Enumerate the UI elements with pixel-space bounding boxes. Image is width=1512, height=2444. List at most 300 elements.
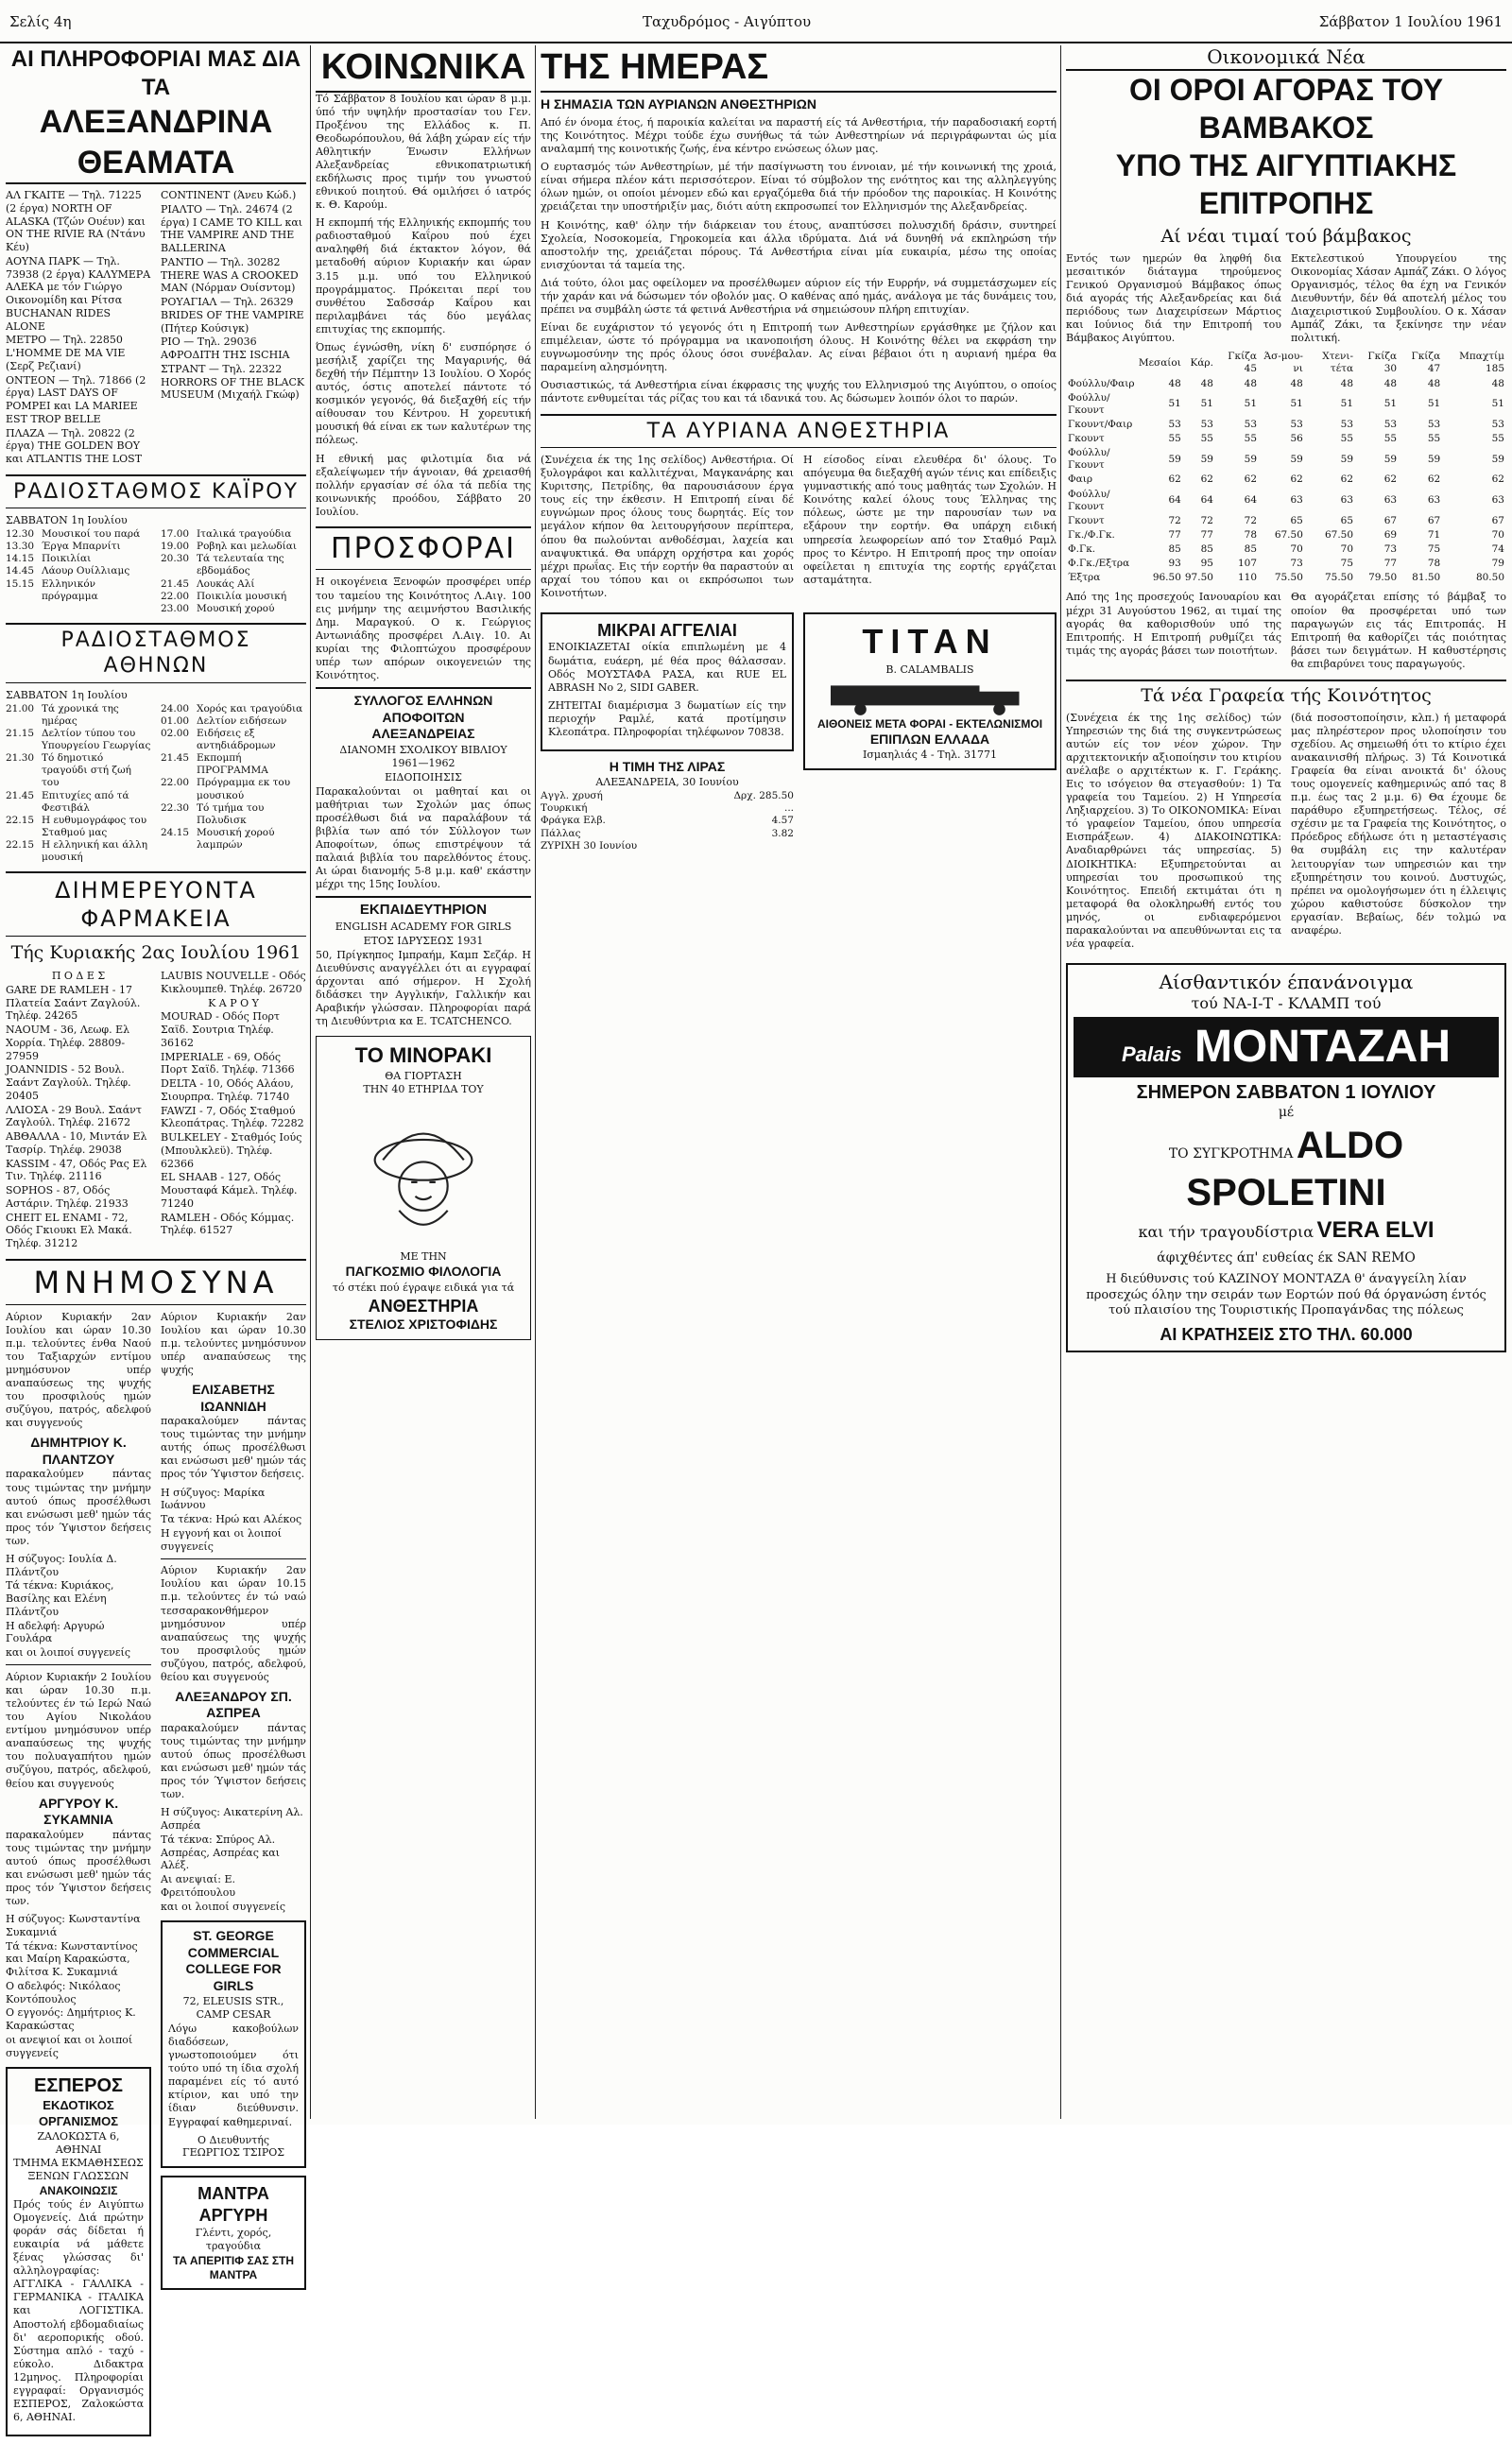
price-cell: 62 <box>1340 473 1354 486</box>
price-cell: 77 <box>1383 558 1398 570</box>
radio-show: Έργα Μπαρνίτι <box>42 541 121 553</box>
pharmacy-entry: FAWZI - 7, Οδός Σταθμού Κλεοπάτρας. Τηλέφ. 72282 <box>161 1104 304 1130</box>
radio-day: ΣΑΒΒΑΤΟΝ 1η Ιουλίου <box>6 514 128 527</box>
minoraki-text: τό στέκι πού έγραψε ειδικά για τά <box>332 1281 515 1294</box>
pharmacy-entry: CHEIT EL ENAMI - 72, Οδός Γκιουκι Ελ Μακά. Τηλέφ. 31212 <box>6 1211 132 1249</box>
pharmacy-entry: EL SHAAB - 127, Οδός Μουσταφά Κάμελ. Τηλέφ. 71240 <box>161 1171 298 1210</box>
montazah-singer-label: και τήν τραγουδίστρια <box>1138 1222 1314 1241</box>
price-cell: 73 <box>1383 543 1398 556</box>
price-cell: 96.50 <box>1152 572 1181 584</box>
radio-time: 24.15 <box>161 826 190 838</box>
minoraki-title: ΑΝΘΕΣΤΗΡΙΑ <box>368 1296 479 1316</box>
grade-cell: Γκουντ <box>1068 514 1105 526</box>
montazah-ad <box>1066 963 1506 1352</box>
cinema-entry: ΡΙΟ — Τηλ. 29036 ΑΦΡΟΔΙΤΗ ΤΗΣ ISCHIA <box>161 336 290 361</box>
price-cell: 71 <box>1427 528 1441 541</box>
price-cell: 65 <box>1290 514 1303 526</box>
price-cell: 55 <box>1200 433 1213 445</box>
radio-show: Ελληνικόν πρόγραμμα <box>42 577 98 602</box>
table-header: Μεσαίοι <box>1138 356 1181 369</box>
radio-time: 14.45 <box>6 565 35 577</box>
table-row <box>1066 391 1506 418</box>
price-cell: 48 <box>1244 377 1258 389</box>
montazah-palais: Palais <box>1121 1042 1182 1067</box>
paper-name: Ταχυδρόμος - Αιγύπτου <box>643 13 812 30</box>
cinema-list-right <box>161 188 306 467</box>
radio-show: Μουσική χορού λαμπρών <box>197 826 275 851</box>
pharmacy-city: Π Ο Δ Ε Σ <box>51 970 106 982</box>
pharmacy-entry: DELTA - 10, Οδός Αλάου, Σιουρπρα. Τηλέφ. 71740 <box>161 1077 294 1103</box>
minoraki-title: ΠΑΓΚΟΣΜΙΟ ΦΙΛΟΛΟΓΙΑ <box>345 1264 502 1280</box>
table-row <box>1066 418 1506 432</box>
price-cell: 53 <box>1244 418 1258 430</box>
memorial-text: παρακαλούμεν πάντας τους τιμώντας την μνήμην αυτού όπως προσέλθωσι και ενώσωσι μεθ' ημών τάς προς τόν Ύψιστον δεήσεις των. <box>161 1721 306 1801</box>
pharmacy-entry: MOURAD - Οδός Πορτ Σαϊδ. Σουτρια Τηλέφ. 36162 <box>161 1010 280 1049</box>
radio-time: 19.00 <box>161 541 190 553</box>
truck-icon <box>811 678 1049 717</box>
radio-time: 23.00 <box>161 602 190 614</box>
column-day <box>541 45 1057 2119</box>
mantra-text: Γλέντι, χορός, τραγούδια <box>195 2227 272 2252</box>
memorial-signature: Αι ανεψιαί: Ε. Φρειτόπουλου <box>161 1873 236 1899</box>
issue-date: Σάββατον 1 Ιουλίου 1961 <box>1318 13 1503 30</box>
montazah-club: τού ΝΑ-Ι-Τ - ΚΛΑΜΠ τού <box>1191 994 1382 1013</box>
memorial-signature: Τά τέκνα: Σπύρος Αλ. Ασπρέας, Ασπρέας και Αλέξ. <box>161 1833 280 1872</box>
cinema-entry: ΠΛΑΖΑ — Τηλ. 20822 (2 έργα) THE GOLDEN BOY και ATLANTIS THE LOST <box>6 426 143 465</box>
memorial-signature: Ο εγγονός: Δημήτριος Κ. Καρακώστας <box>6 2006 136 2033</box>
radio-cairo-title: ΡΑΔΙΟΣΤΑΘΜΟΣ ΚΑΪΡΟΥ <box>6 474 306 509</box>
memorials-left <box>6 1311 151 2444</box>
radio-show: Λάουρ Ουίλλιαμς <box>42 565 130 577</box>
price-cell: 62 <box>1200 473 1213 486</box>
radio-show: Πρόγραμμα εκ του μουσικού <box>197 777 291 801</box>
radio-show: Η ελληνική και άλλη μουσική <box>42 839 148 864</box>
price-cell: 55 <box>1168 433 1181 445</box>
pharmacy-entry: ΛΛΙΟΣΑ - 29 Βουλ. Σαάντ Ζαγλούλ. Τηλέφ. 21672 <box>6 1103 142 1129</box>
grade-cell: Φούλλυ/Φαιρ <box>1068 377 1135 389</box>
cinema-list-left <box>6 188 151 467</box>
anthesteria-text: Η είσοδος είναι ελευθέρα δι' όλους. Το απόγευμα θα διεξαχθή αγών τένις και επίδειξις γυμναστικής από τους μαθητάς των Σχολών. Η Κοινότης καλεί όλους τους Έλληνας της πόλεως, ώστε με την παρουσίαν των να εξάρουν την εορτήν. Θα υπάρχη ειδική υπηρεσία λεωφορείων από τον Σταθμό Ραμλ προς το Κέντρο. Η Επιτροπή προς την οποίαν οφείλεται η επιτυχία της εορτής εργάζεται ασταμάτητα. <box>803 454 1057 586</box>
radio-time: 20.30 <box>161 553 190 565</box>
pound-value: 3.82 <box>771 827 794 839</box>
cinema-title-1: ΑΙ ΠΛΗΡΟΦΟΡΙΑΙ ΜΑΣ ΔΙΑ ΤΑ <box>10 46 301 100</box>
radio-time: 17.00 <box>161 528 190 540</box>
column-social <box>316 45 531 2119</box>
price-cell: 64 <box>1168 494 1181 507</box>
memorials-right <box>161 1311 306 2444</box>
price-cell: 51 <box>1290 398 1303 410</box>
price-cell: 63 <box>1491 494 1504 507</box>
memorial-text: Αύριον Κυριακήν 2 Ιουλίου και ώραν 10.30 π.μ. τελούντες έν τώ Ιερώ Ναώ του Αγίου Νικολάου εντίμου μνημόσυνον υπέρ αναπαύσεως της ψυχής του πολυαγαπήτου ημών συζύγου, πατρός, αδελφού, θείου και συγγενούς <box>6 1670 151 1790</box>
pound-value: 4.57 <box>771 815 794 827</box>
social-paragraph: Η εκπομπή τής Ελληνικής εκπομπής του ραδιοσταθμού Καΐρου πού έχει αναληφθή διά έκτακτον λόγον, θά μεταδοθή αύριον Κυριακήν και ώραν 3.15 μ.μ. υπό του Ελληνικού προγράμματος. Πρόκειται περί του συνθέτου Σαδσσάρ Καΐρου και περιλαμβάνει τάς δύο μεγάλας επιτυχίας της εκπομπής. <box>316 216 531 336</box>
grade-cell: Έξτρα <box>1068 572 1101 584</box>
price-cell: 48 <box>1200 377 1213 389</box>
radio-time: 12.30 <box>6 528 35 540</box>
hesperos-dept: ΤΜΗΜΑ ΕΚΜΑΘΗΣΕΩΣ ΞΕΝΩΝ ΓΛΩΣΣΩΝ <box>13 2157 144 2183</box>
table-row <box>1066 446 1506 473</box>
price-cell: 62 <box>1491 473 1504 486</box>
price-cell: 73 <box>1290 558 1303 570</box>
radio-athens-right <box>161 703 306 865</box>
radio-show: Δελτίον τύπου του Υπουργείου Γεωργίας <box>42 727 151 751</box>
memorial-text: παρακαλούμεν πάντας τους τιμώντας την μνήμην αυτού όπως προσέλθωσι και ενώσωσι μεθ' ημών τάς προς τόν Ύψιστον δεήσεις των. <box>6 1468 151 1547</box>
table-row <box>1066 514 1506 528</box>
memorial-text: παρακαλούμεν πάντας τους τιμώντας την μνήμην αυτής όπως προσέλθωσι και ενώσωσι μεθ' ημών τάς προς τόν Ύψιστον δεήσεις. <box>161 1415 306 1481</box>
table-row <box>1066 571 1506 585</box>
cinema-entry: ΡΙΑΛΤΟ — Τηλ. 24674 (2 έργα) I CAME TO KILL και THE VAMPIRE AND THE BALLERINA <box>161 202 303 254</box>
memorial-name: ΔΗΜΗΤΡΙΟΥ Κ. ΠΛΑΝΤΖΟΥ <box>30 1435 127 1467</box>
radio-athens-left <box>6 703 151 865</box>
price-cell: 53 <box>1290 418 1303 430</box>
price-cell: 59 <box>1200 453 1213 465</box>
pound-value: Δρχ. 285.50 <box>733 790 794 802</box>
school-name: COLLEGE FOR GIRLS <box>185 1961 282 1993</box>
radio-time: 21.15 <box>6 727 35 739</box>
price-cell: 97.50 <box>1184 572 1213 584</box>
pharmacy-list-right <box>161 969 306 1251</box>
price-cell: 53 <box>1168 418 1181 430</box>
day-paragraph: Ουσιαστικώς, τά Ανθεστήρια είναι έκφρασις της ψυχής του Ελληνισμού της Αιγύπτου, ο οποίος πάντοτε ενθυμείται τάς ρίζας του και τά ιδανικά του. Ας δώσωμεν λοιπόν όλοι το παρών. <box>541 379 1057 405</box>
price-cell: 51 <box>1200 398 1213 410</box>
montazah-origin: άφιχθέντες άπ' ευθείας έκ SAN REMO <box>1157 1249 1416 1265</box>
price-cell: 70 <box>1290 543 1303 556</box>
memorial-name: ΑΛΕΞΑΝΔΡΟΥ ΣΠ. ΑΣΠΡΕΑ <box>175 1688 292 1721</box>
price-cell: 85 <box>1168 543 1181 556</box>
titan-services: ΕΠΙΠΛΩΝ ΕΛΛΑΔΑ <box>869 731 990 747</box>
social-title: ΚΟΙΝΩΝΙΚΑ <box>316 45 531 93</box>
grade-cell: Φ.Γκ./Εξτρα <box>1068 558 1130 570</box>
radio-time: 22.15 <box>6 814 35 826</box>
radio-time: 21.45 <box>6 789 35 801</box>
minoraki-author: ΣΤΕΛΙΟΣ ΧΡΙΣΤΟΦΙΔΗΣ <box>349 1317 498 1333</box>
radio-cairo-right <box>161 528 306 615</box>
price-cell: 53 <box>1340 418 1354 430</box>
minoraki-text: ΤΗΝ 40 ΕΤΗΡΙΔΑ ΤΟΥ <box>363 1083 484 1096</box>
price-cell: 81.50 <box>1412 572 1441 584</box>
pharmacy-entry: JOANNIDIS - 52 Βουλ. Σαάντ Ζαγλούλ. Τηλέφ. 20405 <box>6 1063 131 1102</box>
hesperos-address: ΖΑΛΟΚΩΣΤΑ 6, ΑΘΗΝΑΙ <box>37 2129 120 2156</box>
radio-show: Επιτυχίες από τά Φεστιβάλ <box>42 789 129 814</box>
masthead <box>0 0 1512 43</box>
price-cell: 56 <box>1290 433 1303 445</box>
price-cell: 93 <box>1168 558 1181 570</box>
titan-services: ΑΙΘΟΝΕΙΣ ΜΕΤΑ ΦΟΡΑΙ - ΕΚΤΕΛΩΝΙΣΜΟΙ <box>816 716 1043 731</box>
day-headline: Η ΣΗΜΑΣΙΑ ΤΩΝ ΑΥΡΙΑΝΩΝ ΑΝΘΕΣΤΗΡΙΩΝ <box>541 95 816 112</box>
grade-cell: Φούλλυ/Γκουντ <box>1068 447 1110 472</box>
radio-show: Δελτίον ειδήσεων <box>197 714 287 727</box>
price-cell: 77 <box>1200 528 1213 541</box>
pound-label: Τουρκική <box>541 802 588 815</box>
radio-time: 02.00 <box>161 727 190 739</box>
price-cell: 59 <box>1427 453 1441 465</box>
academy-title: ΕΚΠΑΙΔΕΥΤΗΡΙΟΝ <box>316 896 531 920</box>
price-cell: 72 <box>1168 514 1181 526</box>
small-ads-title: ΜΙΚΡΑΙ ΑΓΓΕΛΙΑΙ <box>597 620 737 640</box>
radio-show: Εκπομπή ΠΡΟΓΡΑΜΜΑ <box>197 752 268 777</box>
price-cell: 55 <box>1244 433 1258 445</box>
memorial-name: ΑΡΓΥΡΟΥ Κ. ΣΥΚΑΜΝΙΑ <box>38 1795 119 1828</box>
price-cell: 67.50 <box>1274 528 1303 541</box>
anthesteria-title: ΤΑ ΑΥΡΙΑΝΑ ΑΝΘΕΣΤΗΡΙΑ <box>541 414 1057 449</box>
price-cell: 53 <box>1200 418 1213 430</box>
cinema-entry: ΟΝΤΕΟΝ — Τηλ. 71866 (2 έργα) LAST DAYS OF POMPEI και LA MARIEE EST TROP BELLE <box>6 373 146 425</box>
price-cell: 75 <box>1427 543 1441 556</box>
memorial-text: Αύριον Κυριακήν 2αν Ιουλίου και ώραν 10.30 π.μ. τελούντες ένθα Ναού του Ταξιαρχών εντίμου μνημόσυνον υπέρ αναπαύσεως της ψυχής του προσφιλούς ημών συζύγου, πατρός, αδελφού και συγγενούς <box>6 1310 151 1430</box>
price-cell: 59 <box>1340 453 1354 465</box>
day-title: ΤΗΣ ΗΜΕΡΑΣ <box>541 45 1057 93</box>
hesperos-ad <box>6 2067 151 2436</box>
memorial-signature: και οι λοιποί συγγενείς <box>6 1646 131 1660</box>
price-cell: 72 <box>1244 514 1258 526</box>
economy-kicker: Οικονομικά Νέα <box>1207 45 1366 68</box>
grade-cell: Φούλλυ/Γκουντ <box>1068 391 1110 416</box>
price-cell: 63 <box>1383 494 1398 507</box>
price-cell: 67 <box>1383 514 1398 526</box>
price-cell: 75 <box>1340 558 1354 570</box>
price-cell: 48 <box>1168 377 1181 389</box>
pound-value: ... <box>783 802 794 815</box>
column-entertainment <box>6 45 306 2424</box>
price-cell: 79 <box>1491 558 1504 570</box>
hesperos-text: Πρός τούς έν Αιγύπτω Ομογενείς. Διά πρώτην φοράν σάς δίδεται ή ευκαιρία νά μάθετε ξένας γλώσσας δι' αλληλογραφίας: ΑΓΓΛΙΚΑ - ΓΑΛΛΙΚΑ - ΓΕΡΜΑΝΙΚΑ - ΙΤΑΛΙΚΑ και ΛΟΓΙΣΤΙΚΑ. Αποστολή εβδομαδιαίως δι' αεροπορικής οδού. Σύστημα απλό - ταχύ - εύκολο. Διδακτρα 12μηνος. Πληροφορίαι εγγραφαί: Οργανισμός ΕΣΠΕΡΟΣ, Ζαλοκώστα 6, ΑΘΗΝΑΙ. <box>13 2197 144 2424</box>
montazah-phone: ΑΙ ΚΡΑΤΗΣΕΙΣ ΣΤΟ ΤΗΛ. 60.000 <box>1160 1324 1413 1344</box>
school-name: ST. GEORGE COMMERCIAL <box>187 1928 280 1960</box>
alumni-text: Παρακαλούνται οι μαθηταί και οι μαθήτριαι των Σχολών μας όπως προσέλθωσι διά να παραλάβουν τά βιβλία των από τόν Σύλλογον των Αποφοίτων, όπως επιστρέψουν τά παλαιά βιβλία του παρελθόντος έτους. Αι ώραι διανομής 5-8 μ.μ. καθ' εκάστην μέχρι της 15ης Ιουλίου. <box>316 784 531 891</box>
price-cell: 59 <box>1383 453 1398 465</box>
pound-title: Η ΤΙΜΗ ΤΗΣ ΛΙΡΑΣ <box>609 758 726 774</box>
price-cell: 77 <box>1168 528 1181 541</box>
pharmacy-entry: GARE DE RAMLEH - 17 Πλατεία Σαάντ Ζαγλούλ. Τηλέφ. 24265 <box>6 983 141 1023</box>
radio-day: ΣΑΒΒΑΤΟΝ 1η Ιουλίου <box>6 688 128 701</box>
titan-owner: B. CALAMBALIS <box>885 663 974 676</box>
radio-athens-title: ΡΑΔΙΟΣΤΑΘΜΟΣ ΑΘΗΝΩΝ <box>6 623 306 683</box>
minoraki-title: ΤΟ ΜΙΝΟΡΑΚΙ <box>354 1043 492 1068</box>
price-cell: 59 <box>1244 453 1258 465</box>
cinema-entry: ΑΛ ΓΚΑΙΤΕ — Τηλ. 71225 (2 έργα) NORTH OF ALASKA (Τζών Ουέυν) και ON THE RIVIE RA (Ντάνυ Κέυ) <box>6 189 146 253</box>
table-header: Άσ-μου-νι <box>1263 351 1303 375</box>
memorial-signature: και οι λοιποί συγγενείς <box>161 1900 286 1913</box>
radio-time: 22.15 <box>6 839 35 851</box>
price-cell: 75.50 <box>1274 572 1303 584</box>
anthesteria-text: (Συνέχεια έκ της 1ης σελίδος) Ανθεστήρια. Οί ξυλογράφοι και καλλιτέχναι, Μαγκανάρης και Κυριτσης, Πετρίδης, θα παρουσιάσουν έργα τους είς την έκθεσιν. Η Επιτροπή είναι δέ ευγνώμων προς όλους τους δωρητάς. Είς τον μεγάλον κήπον θα λειτουργήσουν περίπτερα, όπου θα πωλούνται ανθοδέσμαι, λαχεία και αναψυκτικά. Θα υπάρχη ορχήστρα και χορός μέχρι πρωΐας. Εις τήν εορτήν θα παραστούν αι αρχαί του τόπου και οι εκπρόσωποι των Κοινοτήτων. <box>541 454 794 599</box>
memorial-signature: Ο αδελφός: Νικόλαος Κοντόπουλος <box>6 1979 121 2005</box>
memorial-signature: Η σύζυγος: Ιουλία Δ. Πλάντζου <box>6 1552 117 1578</box>
price-cell: 85 <box>1244 543 1258 556</box>
price-cell: 59 <box>1168 453 1181 465</box>
price-cell: 74 <box>1491 543 1504 556</box>
price-cell: 110 <box>1237 572 1258 584</box>
economy-headline-2: ΥΠΟ ΤΗΣ ΑΙΓΥΠΤΙΑΚΗΣ ΕΠΙΤΡΟΠΗΣ <box>1115 148 1457 220</box>
price-cell: 51 <box>1383 398 1398 410</box>
pharmacy-entry: KASSIM - 47, Οδός Ρας Ελ Τιν. Τηλέφ. 21116 <box>6 1157 147 1183</box>
cinema-entry: ΜΕΤΡΟ — Τηλ. 22850 L'HOMME DE MA VIE (Σερζ Ρεζιανί) <box>6 334 126 372</box>
radio-show: Ιταλικά τραγούδια <box>197 528 292 540</box>
pound-label: Πάλλας <box>541 827 581 839</box>
memorial-name: ΕΛΙΣΑΒΕΤΗΣ ΙΩΑΝΝΙΔΗ <box>192 1382 275 1414</box>
radio-time: 13.30 <box>6 541 35 553</box>
pharmacy-title: ΔΙΗΜΕΡΕΥΟΝΤΑ ΦΑΡΜΑΚΕΙΑ <box>6 871 306 937</box>
minoraki-text: ΘΑ ΓΙΟΡΤΑΣΗ <box>385 1069 462 1082</box>
column-rule <box>1060 45 1061 2119</box>
radio-show: Ειδήσεις εξ αντηδιάδρομων <box>197 727 276 751</box>
small-ad-text: ΖΗΤΕΙΤΑΙ διαμέρισμα 3 δωματίων είς την περιοχήν Ραμλέ, κατά προτίμησιν Κλεοπάτρα. Πληροφορίαι τηλέφωνον 70838. <box>548 698 786 738</box>
price-cell: 78 <box>1427 558 1441 570</box>
school-address: 72, ELEUSIS STR., CAMP CESAR <box>182 1995 284 2022</box>
column-rule <box>535 45 536 2119</box>
radio-show: Τό τμήμα του Πολυδισκ <box>197 801 265 826</box>
radio-show: Η ευθυμογράφος του Σταθμού μας <box>42 814 147 838</box>
montazah-band-label: ΤΟ ΣΥΓΚΡΟΤΗΜΑ <box>1168 1145 1294 1162</box>
mantra-title: ΜΑΝΤΡΑ ΑΡΓΥΡΗ <box>198 2184 269 2225</box>
price-cell: 51 <box>1168 398 1181 410</box>
cinema-entry: ΑΟΥΝΑ ΠΑΡΚ — Τηλ. 73938 (2 έργα) ΚΑΛΥΜΕΡΑ ΑΛΕΚΑ με τόν Γιώργο Οικονομίδη και Ρίτσα BUCHANAN RIDES ALONE <box>6 254 151 333</box>
price-cell: 55 <box>1427 433 1441 445</box>
montazah-kicker: Αίσθαντικόν έπανάνοιγμα <box>1159 971 1414 994</box>
radio-show: Ροβηλ και μελωδίαι <box>197 541 297 553</box>
st-george-ad <box>161 1920 306 2168</box>
cinema-entry: ΣΤΡΑΝΤ — Τηλ. 22322 HORRORS OF THE BLACK MUSEUM (Μιχαήλ Γκώφ) <box>161 362 305 402</box>
alumni-notice: ΕΙΔΟΠΟΙΗΣΙΣ <box>385 771 462 784</box>
price-cell: 48 <box>1383 377 1398 389</box>
memorial-text: Αύριον Κυριακήν 2αν Ιουλίου και ώραν 10.30 π.μ. τελούντες μνημόσυνον υπέρ αναπαύσεως της ψυχής <box>161 1310 306 1377</box>
price-cell: 48 <box>1491 377 1504 389</box>
pharmacy-list-left <box>6 969 151 1251</box>
pharmacy-entry: ΝΑΟUM - 36, Λεωφ. Ελ Χορρία. Τηλέφ. 28809-27959 <box>6 1024 130 1062</box>
school-text: Λόγω κακοβούλων διαδόσεων, γνωστοποιούμεν ότι τούτο υπό τη ίδια σχολή παραμένει είς τό αυτό κτίριον, και υπό την ίδιαν διεύθυνσιν. Εγγραφαί καθημεριναί. <box>168 2022 299 2128</box>
mantra-ad <box>161 2176 306 2290</box>
montazah-name: ΜΟΝΤΑΖΑΗ <box>1194 1022 1451 1073</box>
price-cell: 72 <box>1200 514 1213 526</box>
hesperos-subtitle: ΕΚΔΟΤΙΚΟΣ ΟΡΓΑΝΙΣΜΟΣ <box>38 2098 119 2128</box>
column-rule <box>310 45 311 2119</box>
table-row <box>1066 432 1506 446</box>
memorial-signature: οι ανεψιοί και οι λοιποί συγγενείς <box>6 2033 133 2059</box>
radio-show: Χορός και τραγούδια <box>197 702 303 714</box>
radio-show: Ποικιλία μουσική <box>197 590 287 602</box>
community-title: Τά νέα Γραφεία τής Κοινότητος <box>1066 680 1506 708</box>
social-paragraph: Όπως έγνώσθη, νίκη δ' ευσπόρησε ό μεσήλιξ χαρίζει της Μαγαρινής, θά δεχθή τήν Πέμπτην 13 Ιουλίου. Ο Χορός αυτός, όστις αποτελεί πάντοτε τό κοσμικόν γεγονός, θά διεξαχθή είς τήν αίθουσαν του Κέντρου. Η χορευτική μουσική θά είναι εκ των καλυτέρων της πόλεως. <box>316 340 531 447</box>
radio-time: 14.15 <box>6 553 35 565</box>
price-cell: 79.50 <box>1368 572 1398 584</box>
radio-show: Μουσικοί του παρά <box>42 528 141 540</box>
small-ads <box>541 612 794 751</box>
economy-paragraph: Εκτελεστικού Υπουργείου της Οικονομίας Χάσαν Αμπάζ Ζάκι. Ο λόγος Οργανισμός, τέλος θα έχη να Γενικόν Διευθυντήν, δέν θά αποτελή μέλος του Διαχειριστικού Συμβουλίου. Ο κ. Χάσαν Αμπάζ Ζάκι, τα ξεκίνησε την νέαν πολιτική. <box>1291 251 1506 345</box>
cinema-entry: ΡΑΝΤΙΟ — Τηλ. 30282 THERE WAS A CROOKED MAN (Νόρμαν Ουίσντομ) <box>161 255 299 295</box>
radio-show: Ποικιλίαι <box>42 553 92 565</box>
price-cell: 51 <box>1340 398 1354 410</box>
price-cell: 62 <box>1383 473 1398 486</box>
price-cell: 78 <box>1244 528 1258 541</box>
price-cell: 62 <box>1168 473 1181 486</box>
pharmacy-entry: IMPERIALE - 69, Οδός Πορτ Σαϊδ. Τηλέφ. 71366 <box>161 1050 295 1076</box>
pound-label: Φράγκα Ελβ. <box>541 815 606 827</box>
price-cell: 48 <box>1340 377 1354 389</box>
table-header <box>1066 350 1137 376</box>
radio-show: Τό δημοτικό τραγούδι στή ζωή του <box>42 752 131 789</box>
price-cell: 51 <box>1491 398 1504 410</box>
montazah-date: ΣΗΜΕΡΟΝ ΣΑΒΒΑΤΟΝ 1 ΙΟΥΛΙΟΥ <box>1136 1082 1436 1104</box>
radio-time: 22.00 <box>161 777 190 789</box>
titan-ad <box>803 612 1057 770</box>
radio-time: 01.00 <box>161 714 190 727</box>
day-paragraph: Η Κοινότης, καθ' όλην τήν διάρκειαν του έτους, αναπτύσσει πολυσχιδή δράσιν, συντηρεί Σχολεία, Νοσοκομεία, Γηροκομεία και άλλα ιδρύματα. Διά νά δυνηθή νά εκπληρώση τήν αποστολήν της, χρειάζεται πόρους. Τά Ανθεστήρια είναι μία ευκαιρία, μέσω της οποίας ενισχύονται τά ταμεία της. <box>541 218 1057 271</box>
memorial-signature: Η εγγονή και οι λοιποί συγγενείς <box>161 1526 282 1553</box>
radio-time: 15.15 <box>6 577 35 590</box>
academy-founded: ΕΤΟΣ ΙΔΡΥΣΕΩΣ 1931 <box>363 934 484 947</box>
montazah-singer: VERA ELVI <box>1316 1216 1435 1243</box>
memorial-text: Αύριον Κυριακήν 2αν Ιουλίου και ώραν 10.15 π.μ. τελούντες έν τώ ναώ τεσσαρακονθήμερον μνημόσυνον υπέρ αναπαύσεως της ψυχής του προσφιλούς ημών συζύγου, πατρός, αδελφού, θείου και συγγενούς <box>161 1564 306 1683</box>
grade-cell: Γκουντ <box>1068 433 1105 445</box>
radio-time: 21.00 <box>6 702 35 714</box>
mantra-slogan: ΤΑ ΑΠΕΡΙΤΙΦ ΣΑΣ ΣΤΗ ΜΑΝΤΡΑ <box>172 2253 295 2281</box>
cinema-entry: ΡΟΥΑΓΙΑΛ — Τηλ. 26329 BRIDES OF THE VAMPIRE (Πήτερ Κούσιγκ) <box>161 296 304 335</box>
pound-label: ΖΥΡΙΧΗ 30 Ιουνίου <box>541 839 638 852</box>
titan-logo: TITAN <box>862 621 998 661</box>
pound-date: ΑΛΕΞΑΝΔΡΕΙΑ, 30 Ιουνίου <box>595 776 739 789</box>
academy-name: ENGLISH ACADEMY FOR GIRLS <box>335 921 512 934</box>
price-cell: 69 <box>1383 528 1398 541</box>
price-cell: 51 <box>1244 398 1258 410</box>
pharmacy-entry: LAUBIS NOUVELLE - Οδός Κικλουμπεθ. Τηλέφ. 26720 <box>161 970 306 995</box>
price-cell: 67 <box>1491 514 1504 526</box>
alumni-city: ΑΛΕΞΑΝΔΡΕΙΑΣ <box>371 726 475 742</box>
memorials-title: ΜΝΗΜΟΣΥΝΑ <box>6 1259 306 1305</box>
day-paragraph: Από έν όνομα έτος, ή παροικία καλείται να παραστή είς τά Ανθεστήρια, τήν παραδοσιακή εορτή της Κοινότητος. Μέχρι τούδε έχω συνήθως τά τών Ανθεστηρίων νά περιγράφωνται ώς μία αναλαμπή της κοινοτικής ζωής, ένα κέντρο ενώσεως όλων μας. <box>541 116 1057 156</box>
memorial-signature: Τά τέκνα: Κωνσταντίνος και Μαίρη Καρακώστα, Φιλίτσα Κ. Συκαμνιά <box>6 1939 138 1979</box>
radio-show: Μουσική χορού <box>197 602 275 614</box>
price-cell: 85 <box>1200 543 1213 556</box>
minoraki-text: ΜΕ ΤΗΝ <box>400 1249 447 1263</box>
community-text: (διά ποσοστοποίησιν, κλπ.) ή μεταφορά μας πληρέστερον προς υλοποίησιν του σχεδίου. Ας σημειωθή ότι το κτίριο έχει ανακαινισθή πλήρως. 3) Τά Κοινοτικά Γραφεία θα είναι ανοικτά δι' όλους τους ομογενείς καθημερινώς από τας 8 π.μ. έως τας 2 μ.μ. 6) Θα έχουμε δε παράθυρο εξυπηρετήσεως. Τέλος, σέ σχέσιν με τα Γραφεία της Κοινότητος, ο Πρόεδρος εδήλωσε ότι η μεταστέγασις θα συμβάλη εις την καλυτέραν λειτουργίαν των υπηρεσιών και την εξυπηρέτησιν του κοινού. Δυστυχώς, πρέπει να ομολογήσωμεν ότι η έλλειψις χώρου καθιστούσε δύσκολον την εργασίαν. Βεβαίως, δέν τολμώ να αναφέρω. <box>1291 711 1506 937</box>
table-header: Μπαχτίμ 185 <box>1459 351 1504 375</box>
price-cell: 63 <box>1290 494 1303 507</box>
day-paragraph: Ο ευρτασμός τών Ανθεστηρίων, μέ τήν πασίγνωστη του έννοιαν, μέ τήν κοινωνική της χροιά, είναι σήμερα πλέον κάτι περισσότερον. Είναι τό σύμβολον της ενότητος και της αλληλεγγύης όλων ημών, οι οποίοι μένομεν εδώ και εργαζόμεθα διά τήν πρόοδον της παροικίας. Η Κοινότης χρειάζεται την υποστήριξίν μας, διότι αύτη εκπροσωπεί τον Ελληνισμόν της Αλεξανδρείας. <box>541 161 1057 214</box>
caricature-illustration <box>322 1097 524 1249</box>
hesperos-title: ΕΣΠΕΡΟΣ <box>33 2075 124 2097</box>
radio-time: 21.30 <box>6 752 35 765</box>
memorial-text: παρακαλούμεν πάντας τους τιμώντας την μνήμην αυτού όπως προσέλθωσι και ενώσωσι μεθ' ημών τάς προς τόν Ύψιστον δεήσεις των. <box>6 1828 151 1908</box>
table-row <box>1066 473 1506 487</box>
cinema-entry: CONTINENT (Άνευ Κώδ.) <box>161 189 297 201</box>
price-cell: 95 <box>1200 558 1213 570</box>
table-row <box>1066 542 1506 557</box>
price-cell: 59 <box>1290 453 1303 465</box>
price-cell: 62 <box>1290 473 1303 486</box>
table-row <box>1066 488 1506 514</box>
table-row <box>1066 528 1506 542</box>
table-header: Γκίζα 47 <box>1411 351 1441 375</box>
community-text: (Συνέχεια έκ της 1ης σελίδος) τών Υπηρεσιών της διά της συγκεντρώσεως αυτών είς τον νέον χώρον. Την αρχιτεκτονικήν αξιοποίησιν του κτιρίου ανέλαβε ο αρχιτέκτων κ. Γ. Γεράκης. Εις το ισόγειον θα στεγασθούν: 1) Τα γραφεία του Ταμείου. 2) Η Υπηρεσία Ληξιαρχείου. 3) Το ΟΙΚΟΝΟΜΙΚΑ: Είναι τό γραφείον Ταμείου, όπου υπηρεσία Εισπράξεων. 4) ΔΙΑΚΟΙΝΩΤΙΚΑ: Αναδιαρθρώνει τάς υπηρεσίας. 5) ΔΙΟΙΚΗΤΙΚΑ: Εξυπηρετούνται αι υπηρεσίαι του προσωπικού της Κοινότητος. Επειδή εκτιμάται ότι η μεταφορά θα ολοκληρωθή εντός του μηνός, οι ενδιαφερόμενοι παρακαλούνται να απευθύνωνται εις τα νέα γραφεία. <box>1066 711 1281 950</box>
economy-paragraph: Εντός των ημερών θα ληφθή δια μεσαιτικόν διάταγμα τηρούμενος Γενικού Οργανισμού Βάμβακος όπως διά αγοράς τής Αλεξανδρείας και διά περιόδους των Διαχειρίσεων Μάρτιος και Ιούνιος διά την Επιτροπή του Βάμβακος Αιγύπτου. <box>1066 251 1281 345</box>
hesperos-notice: ΑΝΑΚΟΙΝΩΣΙΣ <box>39 2183 118 2197</box>
price-cell: 80.50 <box>1475 572 1504 584</box>
page-number: Σελίς 4η <box>9 13 72 30</box>
school-signature: Ο Διευθυντής ΓΕΩΡΓΙΟΣ ΤΣΙΡΟΣ <box>181 2133 285 2160</box>
price-cell: 51 <box>1427 398 1441 410</box>
table-header: Γκίζα 30 <box>1367 351 1398 375</box>
grade-cell: Φαιρ <box>1068 473 1092 486</box>
radio-show: Τά τελευταία της εβδομάδος <box>197 553 284 577</box>
economy-headline-1: ΟΙ ΟΡΟΙ ΑΓΟΡΑΣ ΤΟΥ ΒΑΜΒΑΚΟΣ <box>1066 69 1506 146</box>
price-cell: 63 <box>1340 494 1354 507</box>
small-ad-text: ΕΝΟΙΚΙΑΖΕΤΑΙ οίκία επιπλωμένη με 4 δωμάτια, ευάερη, μέ θέα προς θάλασσαν. Οδός ΜΟΥΣΤΑΦΑ ΡΑΣΑ, και RUE EL ABRASH Νο 2, SIDI GABER. <box>548 641 786 694</box>
cotton-price-table <box>1066 350 1506 585</box>
pharmacy-entry: BULKELEY - Σταθμός Ιούς (Μπουλκλεϋ). Τηλέφ. 62366 <box>161 1131 302 1170</box>
social-paragraph: Τό Σάββατον 8 Ιουλίου και ώραν 8 μ.μ. ύπό τήν υψηλήν προστασίαν του Γεν. Προξένου της Ελλάδος κ. Π. Θεοδωρόπουλου, θά λάβη χώραν είς τήν Αθλητικήν Ένωσιν Ελλήνων Αλεξανδρείας εθνικοπατριωτική εκδήλωσις προς τιμήν του γνωστού εθνικού ποιητού. Θά ομιλήσει ό ιατρός κ. Θ. Καρούμ. <box>316 92 531 212</box>
table-row <box>1066 557 1506 571</box>
table-header-row <box>1066 350 1506 376</box>
